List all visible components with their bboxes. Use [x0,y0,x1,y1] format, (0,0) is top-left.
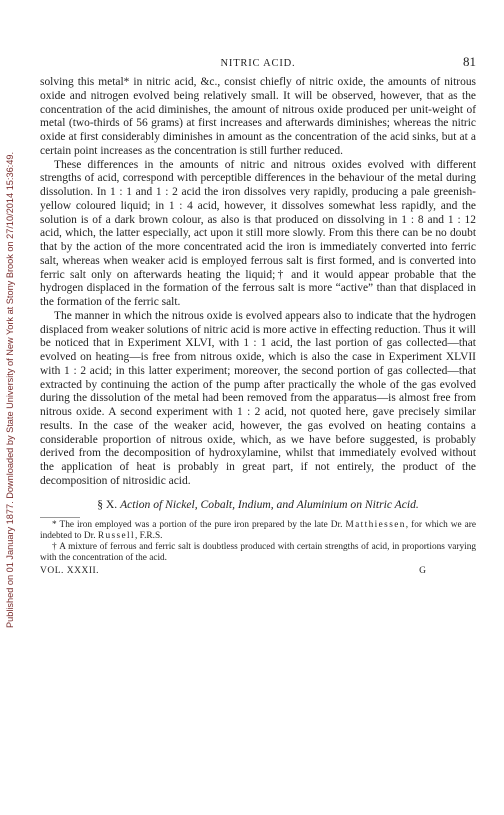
running-title: NITRIC ACID. [220,58,296,69]
page [40,54,476,580]
footnote-1-middle: , for which we are indebted to Dr. [40,519,477,541]
section-title: Action of Nickel, Cobalt, Indium, and Aluminium on Nitric Acid. [120,497,419,511]
footnote-1-start: * The iron employed was a portion of the pure iron prepared by the late Dr. [52,519,343,530]
footnote-2: † A mixture of ferrous and ferric salt is doubtless produced with certain strengths of acid, in proportions varying with the concentration of the acid. [40,541,476,564]
paragraph-3: The manner in which the nitrous oxide is evolved appears also to indicate that the hydrogen displaced from weaker solutions of nitric acid is more active in effecting reduction. Thus it will be noticed that in Experiment XLVI, with 1 : 1 acid, the last portion of gas collected—that evolved on heating—is free from nitrous oxide, which is also the case in Experiment XLVII with 1 : 2 acid; in this latter experiment; moreover, the second portion of gas collected—that extracted by continuing the action of the pump after practically the whole of the gas evolved during the dissolution of the metal had been removed from the apparatus—is almost free from nitrous oxide. A second experiment with 1 : 2 acid, not quoted here, gave precisely similar results. In the case of the weaker acid, however, the gas evolved on heating contains a considerable proportion of nitrous oxide, which, as we have before suggested, is probably derived from the decomposition of hydroxylamine, whilst that immediately evolved without the application of heat is probably in great part, if not entirely, the product of the decomposition of nitrosidic acid. [40,309,476,487]
page-number: 81 [463,54,476,69]
section-heading [40,498,476,511]
page-header [40,54,476,76]
paragraph-2: These differences in the amounts of nitric and nitrous oxides evolved with different strengths of acid, correspond with perceptible differences in the behaviour of the metal during dissolution. In 1 : 1 and 1 : 2 acid the iron dissolves very rapidly, producing a pale greenish-yellow coloured liquid; in 1 : 4 acid, however, it dissolves somewhat less rapidly, and the solution is of a dark brown colour, as also is that produced on dissolving in 1 : 8 and 1 : 12 acid, which, the latter especially, act upon it still more slowly. From this there can be no doubt that by the action of the more concentrated acid the iron is immediately converted into ferric salt, whereas when weaker acid is employed ferrous salt is first formed, and is converted into ferric salt only on afterwards heating the liquid;† and it would appear probable that the hydrogen displaced in the formation of the ferrous salt is more “active” than that displaced in the formation of the ferric salt. [40,158,476,308]
paragraph-1: solving this metal* in nitric acid, &c., consist chiefly of nitric oxide, the amounts of nitrous oxide and nitrogen evolved being relatively small. It will be observed, however, that as the concentration of the acid diminishes, the amount of nitrous oxide produced per unit-weight of metal (two-thirds of 56 grams) at first increases and afterwards diminishes; whereas the nitric oxide at first considerably diminishes in amount as the concentration of the acid sinks, but at a certain point increases as the concentration is still further reduced. [40,76,476,157]
download-stamp [3,40,17,740]
footnote-1 [40,520,476,542]
download-stamp-text: Published on 01 January 1877. Downloaded by State University of New York at Stony Brook on 27/10/2014 15:36:49. [5,151,15,629]
body-text [40,76,476,489]
page-footer [40,566,476,580]
footnote-1-end: , F.R.S. [135,530,163,541]
footnote-rule [40,517,80,518]
section-number: § X. [97,497,118,511]
volume-label: VOL. XXXII. [40,566,100,577]
footnote-1-name-russell: Russell [97,530,136,541]
signature-mark: G [419,566,426,577]
footnote-1-name-matthiessen: Matthiessen [345,519,406,530]
